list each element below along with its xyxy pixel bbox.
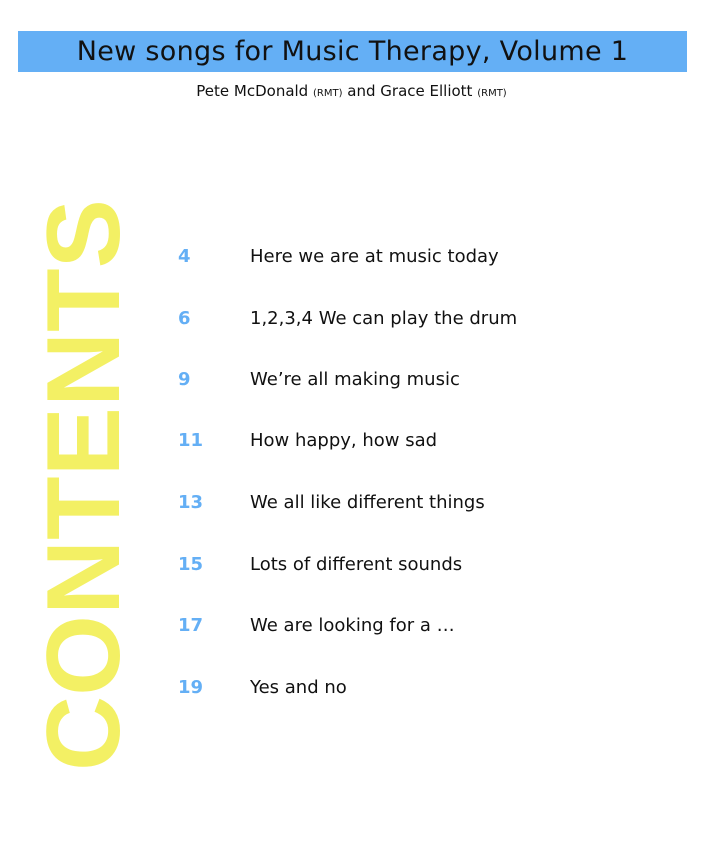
toc-entry [178,611,455,639]
toc-entry [178,242,499,270]
toc-entry [178,304,517,332]
author-2: Grace Elliott [380,82,473,100]
toc-song-title: How happy, how sad [250,429,438,451]
toc-song-title: We are looking for a … [250,614,455,636]
toc-entry [178,488,485,516]
toc-song-title: Lots of different sounds [250,553,463,575]
toc-entry [178,426,437,454]
toc-song-title: Here we are at music today [250,245,499,267]
toc-page-number: 6 [178,307,191,329]
authors-conjunction: and [347,82,376,100]
toc-page-number: 19 [178,676,204,698]
author-1-suffix: (RMT) [312,88,343,99]
toc-entry [178,673,347,701]
toc-page-number: 13 [178,491,204,513]
author-1: Pete McDonald [196,82,309,100]
toc-entry [178,365,460,393]
toc-entry [178,550,462,578]
page-title: New songs for Music Therapy, Volume 1 [76,36,629,67]
toc-page-number: 9 [178,368,191,390]
toc-song-title: 1,2,3,4 We can play the drum [250,307,518,329]
author-2-suffix: (RMT) [477,88,507,99]
contents-vertical-label: CONTENTS [26,199,142,771]
toc-page-number: 15 [178,553,204,575]
toc-song-title: Yes and no [250,676,347,698]
toc-song-title: We all like different things [250,491,485,513]
toc-page-number: 11 [178,429,204,451]
toc-page-number: 4 [178,245,191,267]
toc-song-title: We’re all making music [250,368,460,390]
toc-page-number: 17 [178,614,204,636]
